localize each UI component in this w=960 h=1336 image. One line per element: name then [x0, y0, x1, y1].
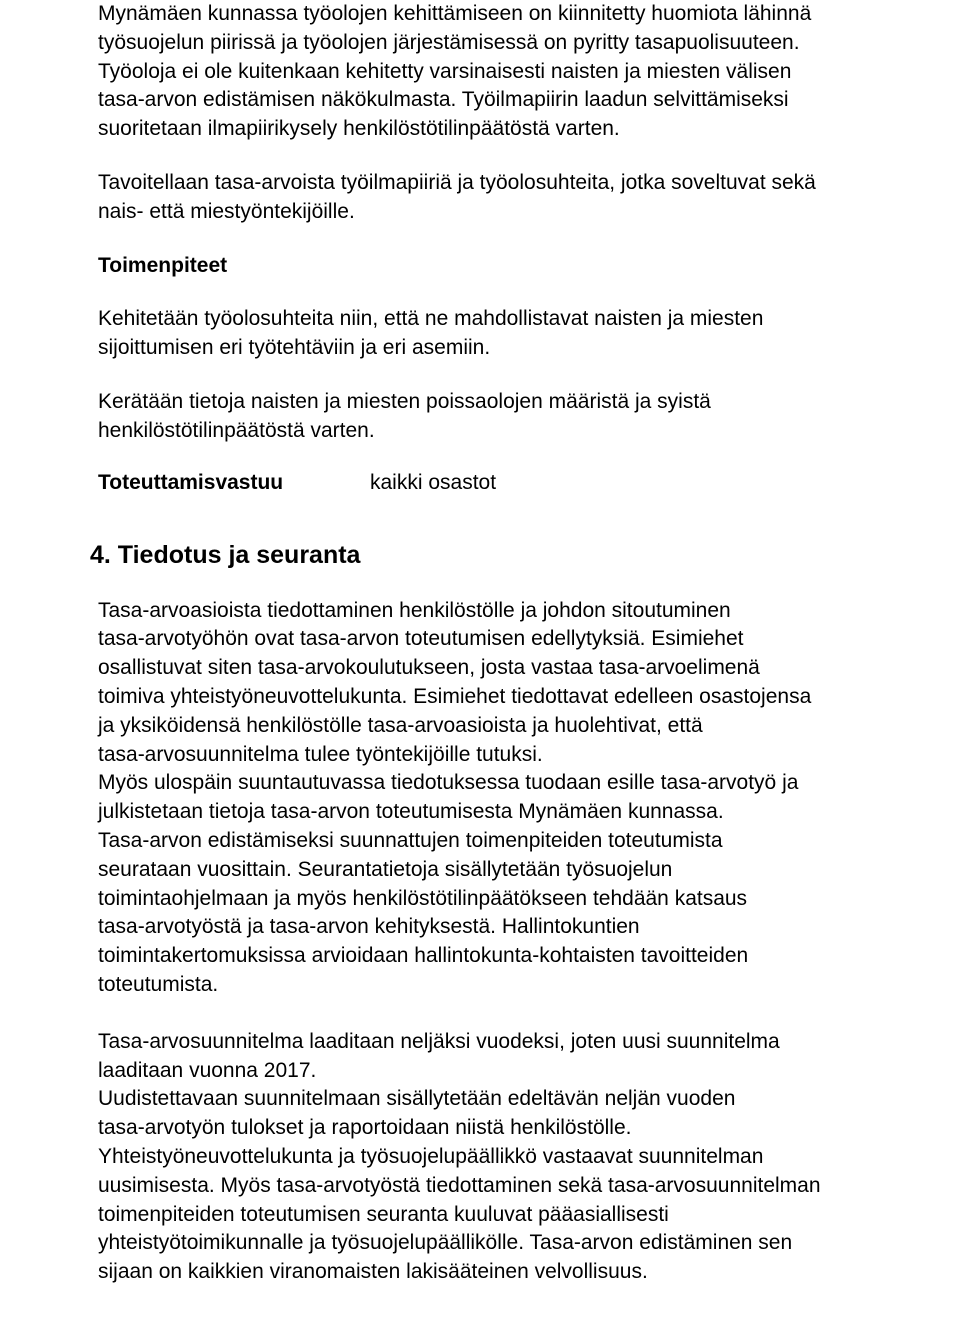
text-line: henkilöstötilinpäätöstä varten. [98, 418, 375, 442]
text-line: suoritetaan ilmapiirikysely henkilöstötilinpäätöstä varten. [98, 117, 620, 141]
spacer [98, 363, 960, 388]
text-line: julkistetaan tietoja tasa-arvon toteutumisesta Mynämäen kunnassa. [98, 800, 724, 824]
measure-item-2 [98, 388, 960, 446]
goal-paragraph [98, 169, 960, 227]
responsibility-row [98, 471, 960, 495]
document-page [90, 0, 960, 1287]
text-line: tasa-arvotyöstä ja tasa-arvon kehityksestä. Hallintokuntien [98, 915, 640, 939]
intro-paragraph [98, 0, 960, 144]
text-line: Yhteistyöneuvottelukunta ja työsuojelupäällikkö vastaavat suunnitelman [98, 1144, 764, 1168]
text-line: toimenpiteiden toteutumisen seuranta kuuluvat pääasiallisesti [98, 1202, 669, 1226]
text-line: Tasa-arvoasioista tiedottaminen henkilöstölle ja johdon sitoutuminen [98, 598, 731, 622]
spacer [98, 446, 960, 471]
text-line: toimintaohjelmaan ja myös henkilöstötilinpäätökseen tehdään katsaus [98, 886, 748, 910]
text-line: tasa-arvotyöhön ovat tasa-arvon toteutumisen edellytyksiä. Esimiehet [98, 627, 744, 651]
text-line: Kerätään tietoja naisten ja miesten poissaolojen määristä ja syistä [98, 389, 711, 413]
text-line: Mynämäen kunnassa työolojen kehittämiseen on kiinnitetty huomiota lähinnä [98, 2, 812, 25]
responsibility-label: Toteuttamisvastuu [98, 470, 284, 494]
text-line: työsuojelun piirissä ja työolojen järjestämisessä on pyritty tasapuolisuuteen. [98, 30, 800, 54]
text-line: uusimisesta. Myös tasa-arvotyöstä tiedottaminen sekä tasa-arvosuunnitelman [98, 1173, 821, 1197]
spacer [98, 495, 960, 539]
text-line: tasa-arvosuunnitelma tulee työntekijöille tutuksi. [98, 742, 543, 766]
section4-paragraph-2 [98, 1028, 960, 1287]
responsibility-value: kaikki osastot [370, 470, 497, 494]
text-line: laaditaan vuonna 2017. [98, 1058, 317, 1082]
text-line: ja yksiköidensä henkilöstölle tasa-arvoasioista ja huolehtivat, että [98, 713, 703, 737]
text-line: toimiva yhteistyöneuvottelukunta. Esimiehet tiedottavat edelleen osastojensa [98, 684, 812, 708]
text-line: sijaan on kaikkien viranomaisten lakisääteinen velvollisuus. [98, 1260, 648, 1284]
text-line: osallistuvat siten tasa-arvokoulutukseen, josta vastaa tasa-arvoelimenä [98, 656, 760, 680]
spacer [98, 227, 960, 252]
text-line: Tavoitellaan tasa-arvoista työilmapiiriä ja työolosuhteita, jotka soveltuvat sekä [98, 170, 816, 194]
section4-paragraph-1 [98, 597, 960, 1000]
spacer [98, 1000, 960, 1028]
text-line: toimintakertomuksissa arvioidaan hallintokunta-kohtaisten tavoitteiden [98, 944, 749, 968]
section-title: 4. Tiedotus ja seuranta [90, 540, 361, 569]
text-line: Tasa-arvosuunnitelma laaditaan neljäksi vuodeksi, joten uusi suunnitelma [98, 1029, 780, 1053]
text-line: tasa-arvon edistämisen näkökulmasta. Työilmapiirin laadun selvittämiseksi [98, 88, 789, 112]
spacer [98, 144, 960, 169]
text-line: toteutumista. [98, 972, 219, 996]
spacer [98, 280, 960, 305]
text-line: seurataan vuosittain. Seurantatietoja sisällytetään työsuojelun [98, 857, 673, 881]
text-line: tasa-arvotyön tulokset ja raportoidaan niistä henkilöstölle. [98, 1116, 632, 1140]
text-line: yhteistyötoimikunnalle ja työsuojelupäällikölle. Tasa-arvon edistäminen sen [98, 1231, 793, 1255]
text-line: Kehitetään työolosuhteita niin, että ne mahdollistavat naisten ja miesten [98, 307, 764, 331]
text-line: Myös ulospäin suuntautuvassa tiedotuksessa tuodaan esille tasa-arvotyö ja [98, 771, 799, 795]
text-line: sijoittumisen eri työtehtäviin ja eri asemiin. [98, 336, 491, 360]
measures-heading: Toimenpiteet [98, 253, 228, 277]
text-line: nais- että miestyöntekijöille. [98, 199, 355, 223]
text-line: Uudistettavaan suunnitelmaan sisällytetään edeltävän neljän vuoden [98, 1087, 736, 1111]
text-line: Työoloja ei ole kuitenkaan kehitetty varsinaisesti naisten ja miesten välisen [98, 59, 792, 83]
spacer [98, 571, 960, 597]
text-line: Tasa-arvon edistämiseksi suunnattujen toimenpiteiden toteutumista [98, 828, 723, 852]
measure-item-1 [98, 305, 960, 363]
